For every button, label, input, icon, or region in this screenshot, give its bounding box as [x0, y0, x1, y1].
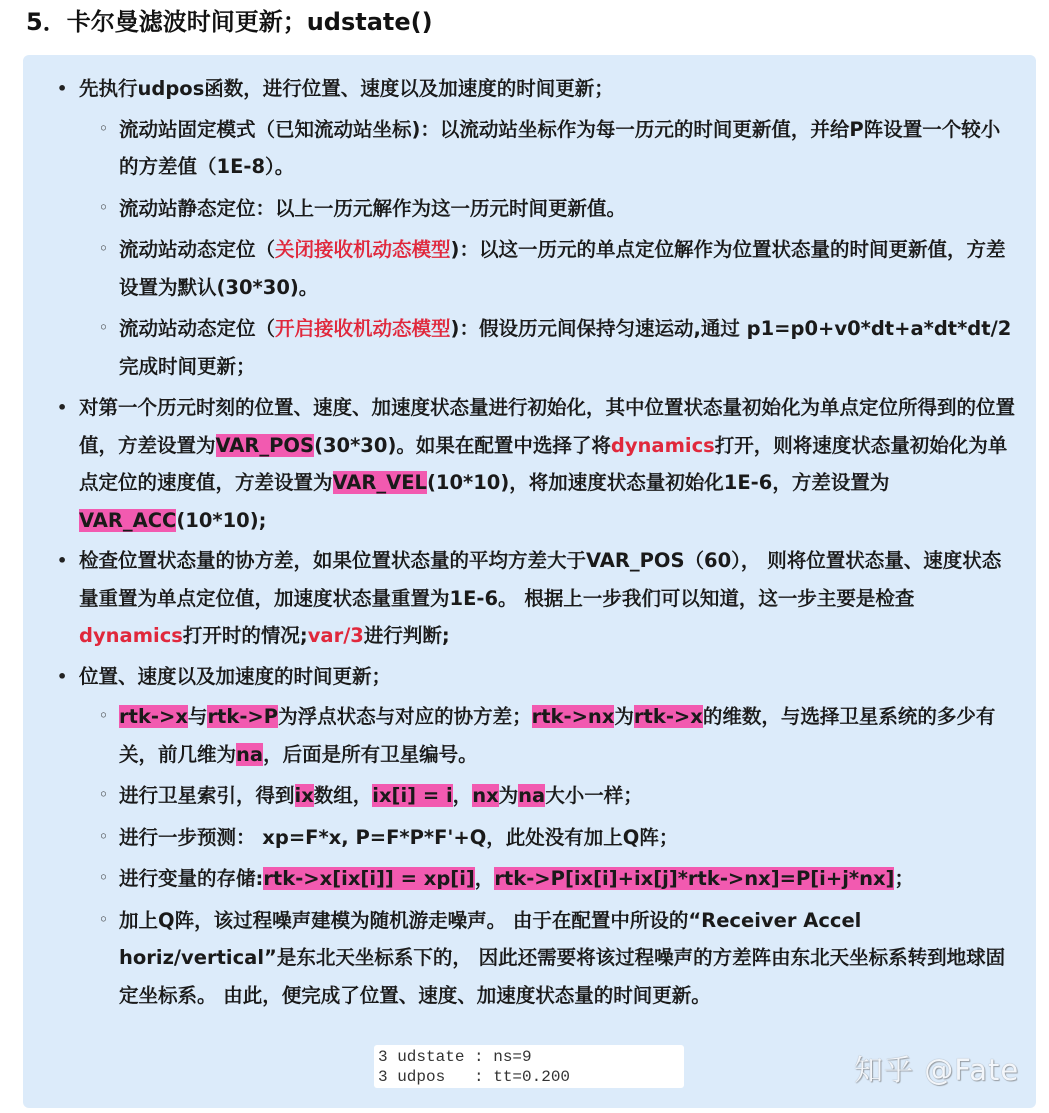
- sub-item-store: [79, 860, 1017, 898]
- highlight-code: rtk->P[ix[i]+ix[j]*rtk->nx]=P[i+j*nx]: [494, 867, 895, 890]
- section-heading: 5．卡尔曼滤波时间更新；udstate(): [26, 8, 433, 36]
- item-text: (10*10)，将加速度状态量初始化1E-6，方差设置为: [426, 471, 890, 494]
- sub-item-text: 流动站动态定位（: [119, 238, 276, 261]
- bullet-list: [57, 70, 1017, 1018]
- sub-item-add-q: [79, 902, 1017, 1015]
- code-line: 3 udstate : ns=9: [378, 1048, 532, 1066]
- sub-item-sat-index: [79, 777, 1017, 815]
- list-item-check-cov: [57, 542, 1017, 655]
- watermark: 知乎 @Fate: [854, 1053, 1020, 1087]
- highlight-code: nx: [472, 784, 499, 807]
- highlight-code: rtk->x: [633, 705, 703, 728]
- list-item-init: [57, 389, 1017, 539]
- sub-item-kinematic-off: [79, 231, 1017, 306]
- highlight-code: rtk->x[ix[i]] = xp[i]: [263, 867, 475, 890]
- sub-item-predict: [79, 819, 1017, 857]
- item-text: 检查位置状态量的协方差，如果位置状态量的平均方差大于VAR_POS（60）， 则将位置状态量、速度状态量重置为单点定位值，加速度状态量重置为1E-6。 根据上一步我们可以知道，这一步主要是检查: [79, 549, 1002, 610]
- sub-item-text: ，: [474, 867, 495, 890]
- item-text: 打开时的情况;: [182, 624, 308, 647]
- highlight-var-acc: VAR_ACC: [79, 508, 177, 532]
- content-panel: [23, 55, 1036, 1108]
- sub-item-text: ，后面是所有卫星编号。: [263, 742, 478, 766]
- sub-item-static: [79, 190, 1017, 228]
- sub-item-text: 数组，: [313, 784, 373, 807]
- item-text: (10*10);: [176, 508, 267, 532]
- sub-item-text: ，: [452, 784, 473, 807]
- list-item-time-update: [57, 658, 1017, 1015]
- red-dynamics: dynamics: [610, 433, 715, 457]
- highlight-code: rtk->x: [119, 705, 188, 728]
- highlight-code: rtk->P: [207, 705, 279, 728]
- code-line: 3 udpos : tt=0.200: [378, 1068, 571, 1086]
- red-emphasis: 开启接收机动态模型: [275, 317, 451, 340]
- sub-item-text: )：以这一历元的单点定位解作为位置状态量的时间更新值，方差设置为默认(30*30)。: [119, 238, 1006, 299]
- sub-item-text: 进行卫星索引，得到: [119, 784, 295, 807]
- red-emphasis: 关闭接收机动态模型: [275, 238, 451, 261]
- highlight-var-vel: VAR_VEL: [332, 471, 427, 494]
- sub-item-text: 为浮点状态与对应的协方差；: [278, 705, 532, 728]
- code-output-box: [374, 1045, 684, 1088]
- sub-item-text: 流动站静态定位：以上一历元解作为这一历元时间更新值。: [119, 196, 627, 220]
- sub-item-text: )：假设历元间保持匀速运动,通过 p1=p0+v0*dt+a*dt*dt/2完成时间更新；: [119, 317, 1012, 378]
- highlight-code: ix[i] = i: [372, 784, 453, 807]
- sub-item-text: 与: [187, 705, 208, 728]
- item-text: 位置、速度以及加速度的时间更新；: [79, 664, 392, 688]
- highlight-code: rtk->nx: [531, 705, 615, 728]
- sub-item-fixed-mode: [79, 111, 1017, 186]
- sub-item-text: 流动站动态定位（: [119, 317, 276, 340]
- item-text: (30*30)。如果在配置中选择了将: [314, 433, 611, 457]
- item-text: 打开，则将速度状态量初始化为单点定位的速度值，方差设置为: [79, 433, 1008, 494]
- highlight-var-pos: VAR_POS: [215, 433, 315, 457]
- highlight-code: ix: [294, 784, 314, 807]
- sub-item-text: 进行变量的存储:: [119, 867, 264, 890]
- red-var3: var/3: [307, 624, 364, 647]
- sub-item-text: 为: [614, 705, 634, 728]
- sub-item-text: 为: [498, 784, 519, 807]
- item-text: 先执行udpos函数，进行位置、速度以及加速度的时间更新；: [79, 77, 614, 100]
- sub-item-state-vars: [79, 698, 1017, 773]
- red-dynamics: dynamics: [79, 624, 183, 647]
- item-text: 对第一个历元时刻的位置、速度、加速度状态量进行初始化，其中位置状态量初始化为单点定位所得到的位置值，方差设置为: [79, 396, 1016, 457]
- highlight-code: na: [518, 784, 546, 807]
- sub-item-text: ；: [894, 867, 914, 890]
- sub-list: [79, 111, 1017, 386]
- sub-item-text: 大小一样；: [545, 784, 643, 807]
- sub-item-kinematic-on: [79, 310, 1017, 385]
- sub-item-text: 加上Q阵，该过程噪声建模为随机游走噪声。 由于在配置中所设的“Receiver Accel horiz/vertical”是东北天坐标系下的， 因此还需要将该过程噪声的方差阵由东北天坐标系转到地球固定坐标系。 由此，便完成了位置、速度、加速度状态量的时间更新。: [119, 908, 1006, 1007]
- highlight-code: na: [236, 742, 264, 766]
- item-text: 进行判断;: [363, 624, 450, 647]
- sub-list: [79, 698, 1017, 1014]
- list-item-udpos: [57, 70, 1017, 385]
- sub-item-text: 的维数，与选择卫星系统的多少有关，前几维为: [119, 705, 996, 766]
- sub-item-text: 进行一步预测： xp=F*x, P=F*P*F'+Q，此处没有加上Q阵；: [119, 825, 679, 849]
- sub-item-text: 流动站固定模式（已知流动站坐标)：以流动站坐标作为每一历元的时间更新值，并给P阵设置一个较小的方差值（1E-8）。: [119, 117, 1001, 178]
